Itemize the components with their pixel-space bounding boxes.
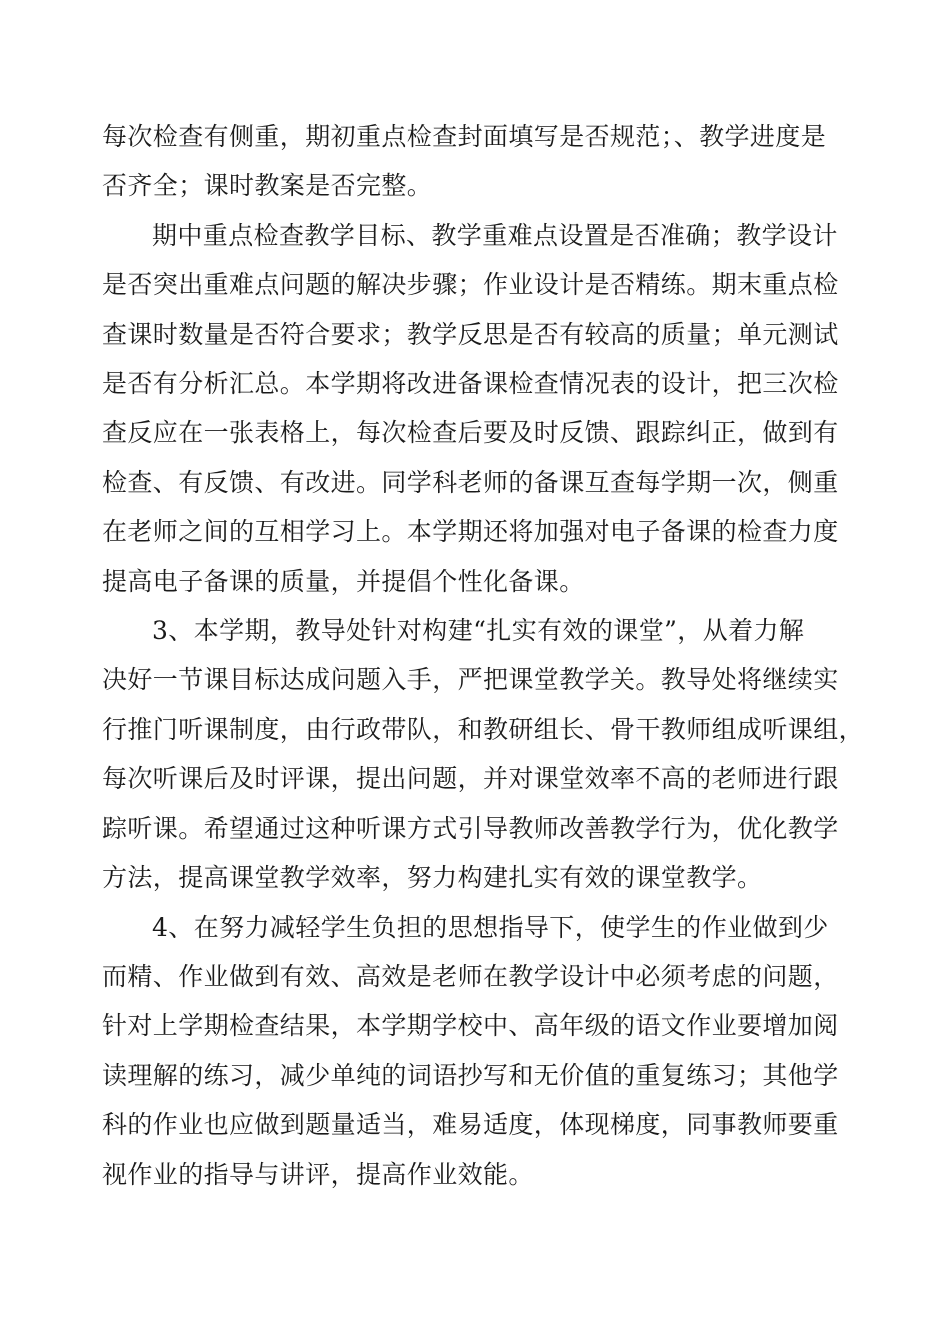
text-line: 视作业的指导与讲评，提高作业效能。 — [102, 1159, 534, 1189]
paragraph-3 — [102, 606, 865, 902]
text-line: 科的作业也应做到题量适当，难易适度，体现梯度，同事教师要重 — [102, 1110, 839, 1140]
text-line: 否齐全；课时教案是否完整。 — [102, 171, 433, 201]
text-line: 在老师之间的互相学习上。本学期还将加强对电子备课的检查力度 — [102, 517, 839, 547]
text-line: 查课时数量是否符合要求；教学反思是否有较高的质量；单元测试 — [102, 319, 839, 349]
text-line: 方法，提高课堂教学效率，努力构建扎实有效的课堂教学。 — [102, 863, 763, 893]
text-line: 而精、作业做到有效、高效是老师在教学设计中必须考虑的问题， — [102, 961, 839, 991]
text-line: 是否有分析汇总。本学期将改进备课检查情况表的设计，把三次检 — [102, 369, 839, 399]
body-text — [102, 112, 865, 1199]
text-line: 踪听课。希望通过这种听课方式引导教师改善教学行为，优化教学 — [102, 813, 839, 843]
text-line: 读理解的练习，减少单纯的词语抄写和无价值的重复练习；其他学 — [102, 1060, 839, 1090]
text-line: 是否突出重难点问题的解决步骤；作业设计是否精练。期末重点检 — [102, 270, 839, 300]
text-line: 4、在努力减轻学生负担的思想指导下，使学生的作业做到少 — [152, 912, 829, 942]
text-line: 3、本学期，教导处针对构建“扎实有效的课堂”，从着力解 — [152, 616, 805, 646]
text-line: 针对上学期检查结果，本学期学校中、高年级的语文作业要增加阅 — [102, 1011, 839, 1041]
text-line: 每次听课后及时评课，提出问题，并对课堂效率不高的老师进行跟 — [102, 764, 839, 794]
text-line: 查反应在一张表格上，每次检查后要及时反馈、跟踪纠正，做到有 — [102, 418, 839, 448]
text-line: 决好一节课目标达成问题入手，严把课堂教学关。教导处将继续实 — [102, 665, 839, 695]
paragraph-1 — [102, 112, 848, 211]
text-line: 期中重点检查教学目标、教学重难点设置是否准确；教学设计 — [152, 220, 838, 250]
text-line: 提高电子备课的质量，并提倡个性化备课。 — [102, 566, 585, 596]
text-line: 行推门听课制度，由行政带队，和教研组长、骨干教师组成听课组， — [102, 714, 865, 744]
paragraph-4 — [102, 903, 848, 1199]
paragraph-2 — [102, 211, 848, 606]
text-line: 检查、有反馈、有改进。同学科老师的备课互查每学期一次，侧重 — [102, 467, 839, 497]
text-line: 每次检查有侧重，期初重点检查封面填写是否规范；、教学进度是 — [102, 122, 827, 151]
